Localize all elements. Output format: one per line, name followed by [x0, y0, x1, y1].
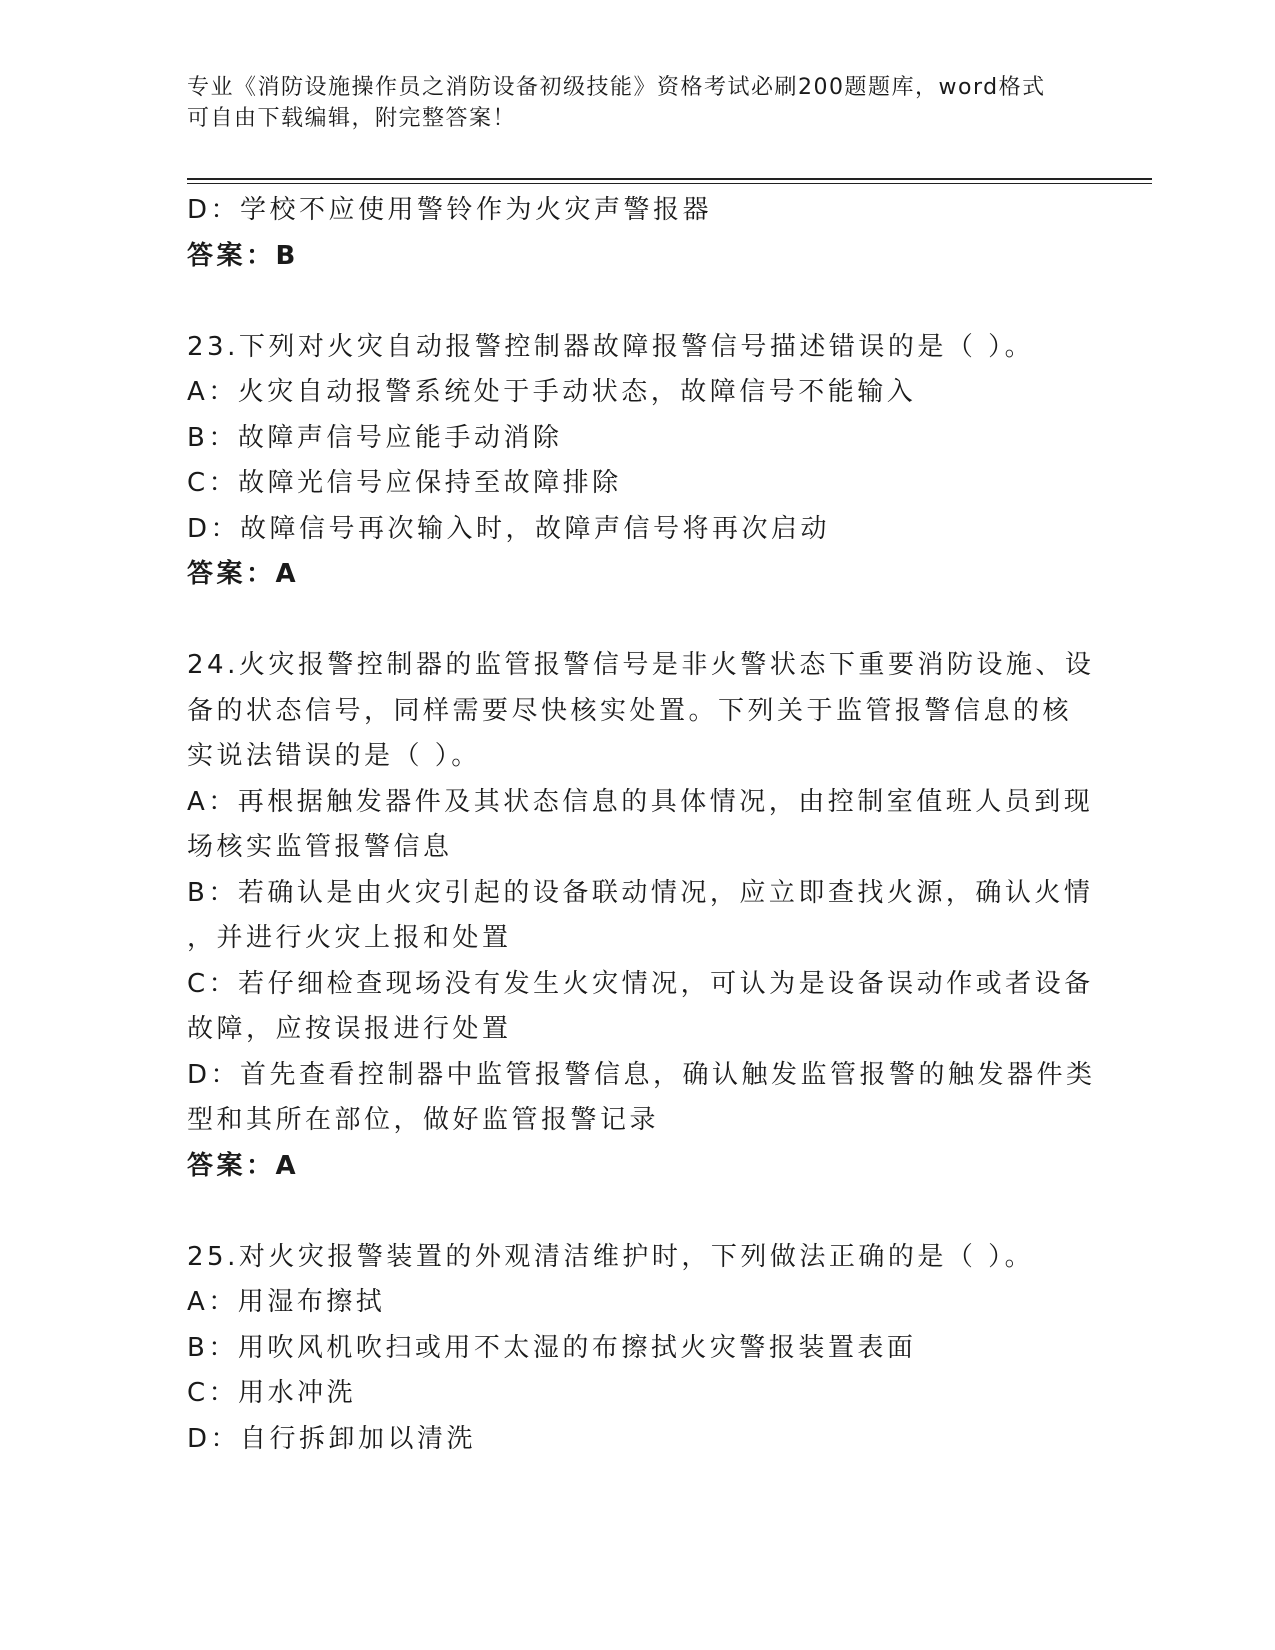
- spacer: [187, 279, 1092, 325]
- q25-option-a: A：用湿布擦拭: [187, 1287, 386, 1317]
- q25-option-d: D：自行拆卸加以清洗: [187, 1423, 477, 1454]
- q23-option-d: D：故障信号再次输入时，故障声信号将再次启动: [187, 513, 831, 544]
- q24-question-line: 24.火灾报警控制器的监管报警信号是非火警状态下重要消防设施、设: [187, 650, 1095, 680]
- spacer: [187, 598, 1092, 644]
- q24-option-b-line: ，并进行火灾上报和处置: [187, 923, 512, 953]
- header-divider-thick: [187, 178, 1152, 180]
- q25-question: 25.对火灾报警装置的外观清洁维护时，下列做法正确的是（ ）。: [187, 1241, 1035, 1272]
- q23-option-a: A：火灾自动报警系统处于手动状态，故障信号不能输入: [187, 377, 917, 407]
- q24-option-d-line: D：首先查看控制器中监管报警信息，确认触发监管报警的触发器件类: [187, 1059, 1096, 1090]
- q24-option-a-line: 场核实监管报警信息: [187, 832, 453, 862]
- q23-option-b: B：故障声信号应能手动消除: [187, 422, 563, 453]
- q23-option-c: C：故障光信号应保持至故障排除: [187, 468, 622, 498]
- question-content: [187, 188, 1096, 1462]
- q24-option-d: [187, 1053, 1096, 1144]
- document-header: 专业《消防设施操作员之消防设备初级技能》资格考试必刷200题题库，word格式可自由下载编辑，附完整答案！: [187, 75, 1046, 131]
- q24-question-line: 备的状态信号，同样需要尽快核实处置。下列关于监管报警信息的核: [187, 695, 1073, 726]
- q25-option-c: C：用水冲洗: [187, 1378, 357, 1408]
- spacer: [187, 1189, 1092, 1235]
- header-divider-thin: [187, 183, 1152, 184]
- q24-option-a-line: A：再根据触发器件及其状态信息的具体情况，由控制室值班人员到现: [187, 786, 1094, 817]
- prev-option-d: D：学校不应使用警铃作为火灾声警报器: [187, 195, 713, 225]
- q24-question: [187, 643, 1095, 780]
- q24-option-a: [187, 780, 1092, 871]
- q24-option-c-line: C：若仔细检查现场没有发生火灾情况，可认为是设备误动作或者设备: [187, 968, 1094, 999]
- q24-option-b-line: B：若确认是由火灾引起的设备联动情况，应立即查找火源，确认火情: [187, 877, 1094, 908]
- q24-option-c-line: 故障，应按误报进行处置: [187, 1014, 512, 1044]
- q24-answer: 答案：A: [187, 1150, 300, 1181]
- q24-option-b: [187, 871, 1092, 962]
- q24-option-d-line: 型和其所在部位，做好监管报警记录: [187, 1105, 660, 1135]
- q24-option-c: [187, 962, 1092, 1053]
- prev-answer: 答案：B: [187, 240, 299, 271]
- q25-option-b: B：用吹风机吹扫或用不太湿的布擦拭火灾警报装置表面: [187, 1332, 917, 1363]
- q24-question-line: 实说法错误的是（ ）。: [187, 741, 481, 771]
- q23-answer: 答案：A: [187, 559, 300, 589]
- q23-question: 23.下列对火灾自动报警控制器故障报警信号描述错误的是（ ）。: [187, 331, 1035, 362]
